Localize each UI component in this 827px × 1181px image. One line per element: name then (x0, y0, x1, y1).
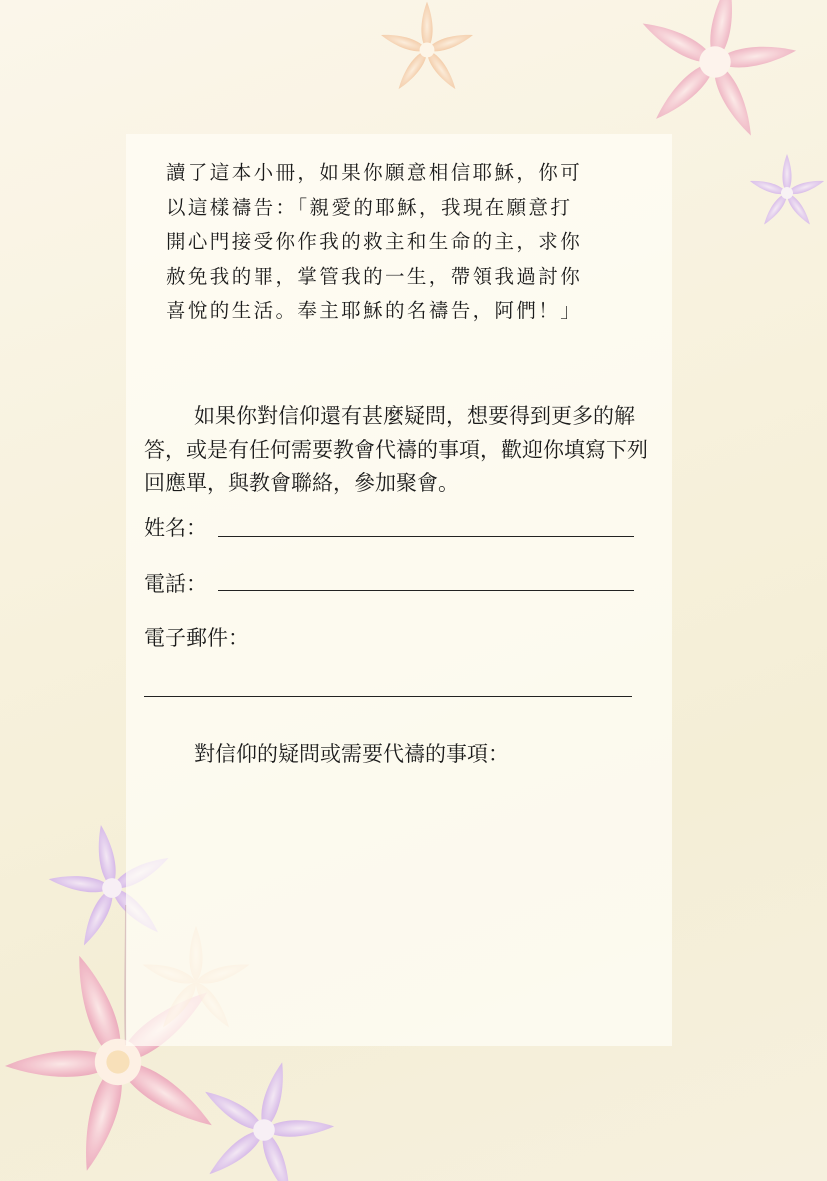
email-label: 電子郵件： (144, 626, 249, 650)
phone-label: 電話： (144, 572, 207, 596)
questions-label: 對信仰的疑問或需要代禱的事項： (194, 742, 509, 766)
peach-flower-icon (379, 2, 474, 93)
prayer-line: 赦免我的罪，掌管我的一生，帶領我過討你 (166, 264, 583, 288)
prayer-line: 開心門接受你作我的救主和生命的主，求你 (166, 230, 583, 253)
email-field[interactable] (144, 696, 632, 697)
prayer-line: 讀了這本小冊，如果你願意相信耶穌，你可 (166, 161, 583, 184)
prayer-text (166, 156, 646, 329)
pink-flower-icon (638, 0, 797, 140)
name-label: 姓名： (144, 516, 207, 540)
intro-paragraph: 如果你對信仰還有甚麼疑問，想要得到更多的解答，或是有任何需要教會代禱的事項，歡迎你填寫下列回應單，與教會聯絡，參加聚會。 (144, 404, 648, 495)
prayer-line: 喜悅的生活。奉主耶穌的名禱告，阿們！」 (166, 299, 583, 322)
purple-flower-icon (749, 154, 826, 227)
name-field[interactable] (218, 536, 634, 537)
purple-flower-icon (201, 1060, 335, 1181)
prayer-line: 以這樣禱告：「親愛的耶穌，我現在願意打 (166, 195, 573, 219)
phone-field[interactable] (218, 590, 634, 591)
